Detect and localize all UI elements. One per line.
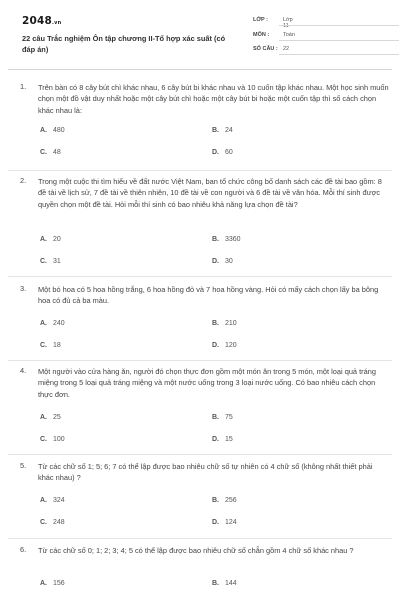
option-a[interactable]: A. 480 [40,127,65,134]
document-header: 2048.vn 22 câu Trắc nghiệm Ôn tập chương II-Tổ hợp xác suất (có đáp án) LỚP : Lớp 11 MÔN : Toán SỐ CÂU : 22 [0,0,400,76]
question-text: Trong một cuộc thi tìm hiểu về đất nước Việt Nam, ban tổ chức công bố danh sách các đề tài bao gồm: 8 đề tài về lịch sử, 7 đề tài về thiên nhiên, 10 đề tài về con người và 6 đề tài về văn hóa. Mỗi thí sinh được quyền chọn một đề tài. Hỏi mỗi thí sinh có bao nhiêu khả năng lựa chọn đề tài? [38,177,382,209]
question-number: 2. [20,176,27,185]
option-d[interactable]: D. 120 [212,342,237,349]
question-divider [8,454,392,455]
question-text: Từ các chữ số 0; 1; 2; 3; 4; 5 có thể lập được bao nhiêu chữ số chẵn gồm 4 chữ số khác nhau ? [38,546,354,555]
option-d[interactable]: D. 60 [212,149,233,156]
page-title: 22 câu Trắc nghiệm Ôn tập chương II-Tổ hợp xác suất (có đáp án) [22,34,226,54]
option-b[interactable]: B. 75 [212,414,233,421]
option-b[interactable]: B. 210 [212,320,237,327]
question-divider [8,276,392,277]
option-d[interactable]: D. 30 [212,258,233,265]
question-number: 1. [20,82,27,91]
option-b[interactable]: B. 3360 [212,236,241,243]
question-number: 4. [20,366,27,375]
question-text: Một bó hoa có 5 hoa hồng trắng, 6 hoa hồng đỏ và 7 hoa hồng vàng. Hỏi có mấy cách chọn lấy ba bông hoa có đủ cả ba màu. [38,285,379,306]
question-text: Một người vào cửa hàng ăn, người đó chọn thực đơn gồm một món ăn trong 5 món, một loại quả tráng miệng trong 5 loại quả tráng miệng và một nước uống trong 3 loại nước uống. Có bao nhiêu cách chọn thực đơn. [38,367,376,399]
option-a[interactable]: A. 25 [40,414,61,421]
question-divider [8,170,392,171]
question-divider [8,538,392,539]
option-a[interactable]: A. 20 [40,236,61,243]
question-text: Trên bàn có 8 cây bút chì khác nhau, 6 cây bút bi khác nhau và 10 cuốn tập khác nhau. Một học sinh muốn chọn một đồ vật duy nhất hoặc một cây bút chì hoặc một cây bút bi hoặc một cuốn tập thì số cách chọn khác nhau là: [38,83,389,115]
option-d[interactable]: D. 124 [212,519,237,526]
option-c[interactable]: C. 100 [40,436,65,443]
option-d[interactable]: D. 15 [212,436,233,443]
option-a[interactable]: A. 324 [40,497,65,504]
header-divider [8,69,392,70]
site-logo[interactable]: 2048.vn [22,15,62,27]
option-c[interactable]: C. 48 [40,149,61,156]
question-text: Từ các chữ số 1; 5; 6; 7 có thể lập được bao nhiêu chữ số tự nhiên có 4 chữ số (không nhất thiết phải khác nhau) ? [38,462,373,483]
question-divider [8,360,392,361]
option-b[interactable]: B. 144 [212,580,237,587]
option-c[interactable]: C. 248 [40,519,65,526]
option-b[interactable]: B. 24 [212,127,233,134]
question-number: 5. [20,461,27,470]
option-c[interactable]: C. 18 [40,342,61,349]
option-a[interactable]: A. 240 [40,320,65,327]
question-number: 3. [20,284,27,293]
option-c[interactable]: C. 31 [40,258,61,265]
question-number: 6. [20,545,27,554]
option-a[interactable]: A. 156 [40,580,65,587]
option-b[interactable]: B. 256 [212,497,237,504]
